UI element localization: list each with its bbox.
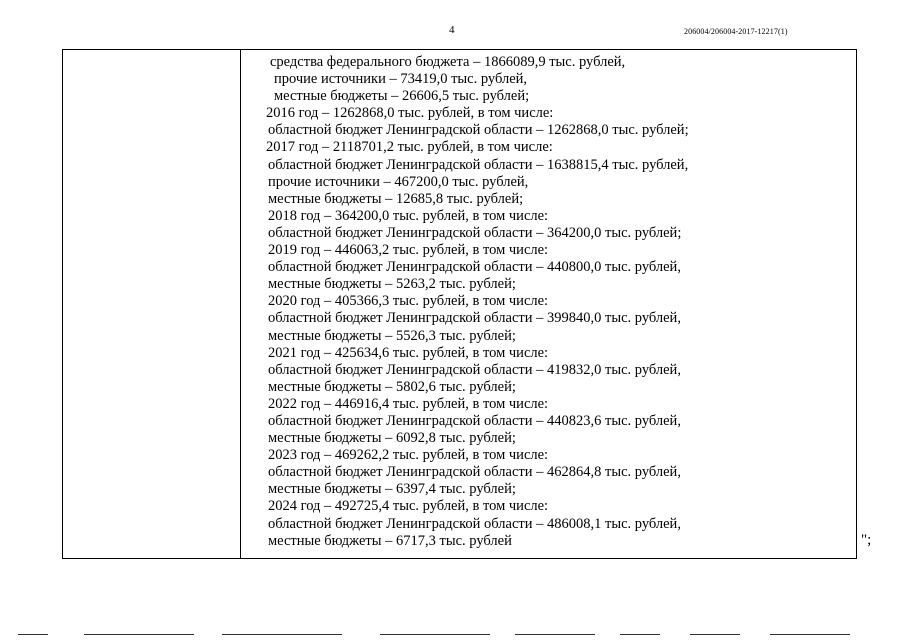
funding-line: областной бюджет Ленинградской области – 440800,0 тыс. рублей,: [268, 259, 681, 276]
funding-text-block: [262, 54, 852, 550]
scan-edge-mark: [515, 634, 595, 635]
document-code: 206004/206004-2017-12217(1): [684, 27, 788, 36]
funding-line: прочие источники – 467200,0 тыс. рублей,: [268, 173, 529, 190]
funding-line: областной бюджет Ленинградской области – 486008,1 тыс. рублей,: [268, 515, 681, 532]
funding-line: местные бюджеты – 5263,2 тыс. рублей;: [268, 276, 516, 293]
funding-line: областной бюджет Ленинградской области – 419832,0 тыс. рублей,: [268, 361, 681, 378]
funding-line: 2017 год – 2118701,2 тыс. рублей, в том числе:: [266, 139, 553, 156]
funding-line: областной бюджет Ленинградской области – 364200,0 тыс. рублей;: [268, 224, 682, 241]
funding-line: 2020 год – 405366,3 тыс. рублей, в том числе:: [268, 293, 549, 310]
scan-edge-mark: [380, 634, 490, 635]
funding-line: 2021 год – 425634,6 тыс. рублей, в том числе:: [268, 344, 549, 361]
funding-line: областной бюджет Ленинградской области – 440823,6 тыс. рублей,: [268, 412, 681, 429]
funding-line: местные бюджеты – 12685,8 тыс. рублей;: [268, 190, 524, 207]
scan-edge-mark: [620, 634, 660, 635]
scan-edge-mark: [84, 634, 194, 635]
funding-line: областной бюджет Ленинградской области – 1262868,0 тыс. рублей;: [268, 122, 689, 139]
scan-edge-mark: [770, 634, 850, 635]
funding-line: 2016 год – 1262868,0 тыс. рублей, в том числе:: [266, 105, 554, 122]
scan-edge-mark: [222, 634, 342, 635]
closing-quote-mark: ";: [861, 532, 872, 548]
funding-line: 2018 год – 364200,0 тыс. рублей, в том числе:: [268, 207, 549, 224]
funding-line: средства федерального бюджета – 1866089,9 тыс. рублей,: [270, 54, 626, 70]
funding-line: местные бюджеты – 6092,8 тыс. рублей;: [268, 430, 516, 447]
funding-line: прочие источники – 73419,0 тыс. рублей,: [274, 71, 528, 88]
funding-line: 2024 год – 492725,4 тыс. рублей, в том числе:: [268, 498, 549, 515]
scan-edge-mark: [18, 634, 48, 635]
funding-line: местные бюджеты – 5526,3 тыс. рублей;: [268, 327, 516, 344]
funding-line: областной бюджет Ленинградской области – 1638815,4 тыс. рублей,: [268, 156, 689, 173]
table-column-divider: [240, 49, 241, 559]
funding-line: областной бюджет Ленинградской области – 399840,0 тыс. рублей,: [268, 310, 681, 327]
page-number: 4: [449, 24, 455, 36]
funding-line: 2019 год – 446063,2 тыс. рублей, в том числе:: [268, 242, 549, 259]
scan-edge-mark: [690, 634, 740, 635]
funding-line: местные бюджеты – 6717,3 тыс. рублей: [268, 532, 512, 549]
funding-line: 2022 год – 446916,4 тыс. рублей, в том числе:: [268, 395, 549, 412]
funding-line: областной бюджет Ленинградской области – 462864,8 тыс. рублей,: [268, 464, 681, 481]
funding-line: 2023 год – 469262,2 тыс. рублей, в том числе:: [268, 447, 549, 464]
funding-line: местные бюджеты – 6397,4 тыс. рублей;: [268, 481, 516, 498]
funding-line: местные бюджеты – 26606,5 тыс. рублей;: [274, 88, 530, 105]
funding-line: местные бюджеты – 5802,6 тыс. рублей;: [268, 378, 516, 395]
